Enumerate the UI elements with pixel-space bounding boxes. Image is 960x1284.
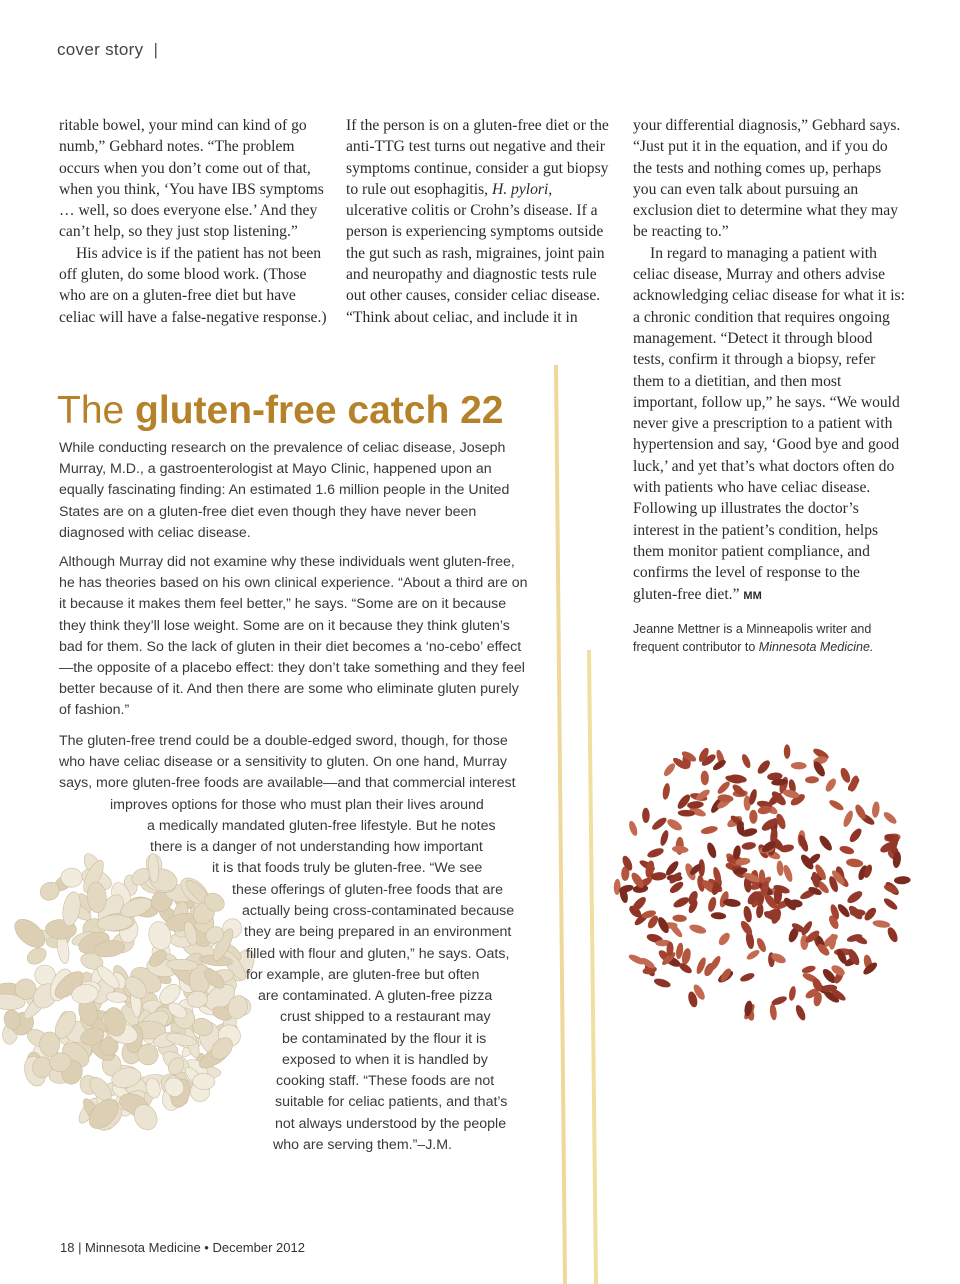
rice-grain [700, 825, 718, 836]
text-line: be contaminated by the flour it is [282, 1031, 487, 1047]
rice-grain [791, 762, 807, 770]
rice-grain [700, 770, 709, 785]
text-line: there is a danger of not understanding how important [150, 839, 483, 855]
text-line: crust shipped to a restaurant may [280, 1009, 491, 1025]
rice-grain [894, 876, 911, 885]
rice-grain [642, 808, 650, 823]
text-line: filled with flour and gluten,” he says. Oats, [246, 946, 510, 962]
red-rice-image [614, 744, 911, 1021]
text-line: says, more gluten-free foods are available—and that commercial interest [59, 775, 516, 791]
rice-grain [872, 919, 891, 928]
rice-grain [707, 896, 718, 913]
text-run: If the person is on a gluten-free diet or the anti-TTG test turns out negative and their symptoms continue, consider a gut biopsy to rule out esophagitis, [346, 117, 609, 198]
rice-grain [742, 905, 753, 923]
sidebar-paragraph-2: Although Murray did not examine why these individuals went gluten-free, he has theories based on his own clinical experience. “About a third are on it because it makes them feel better,” he says. “Some are on it because they think they’ll lose weight. Some are on it because they think gluten’s bad for them. So the lack of gluten in their diet becomes a ‘no-cebo’ effect—the opposite of a placebo effect: they don’t take something and they feel better because of it. And then there are some who eliminate gluten purely of fashion.” [59, 554, 528, 719]
rice-grain [745, 948, 761, 961]
rice-grain [845, 889, 864, 906]
page-footer: 18 | Minnesota Medicine • December 2012 [60, 1240, 305, 1255]
section-header [57, 40, 158, 60]
rice-grain [740, 753, 752, 769]
text-line: for example, are gluten-free but often [246, 967, 480, 983]
text-line: improves options for those who must plan their lives around [110, 797, 484, 813]
author-byline [633, 620, 903, 656]
rice-grain [662, 783, 671, 800]
text-run: ulcerative colitis or Crohn’s disease. If a person is experiencing symptoms outside the gut such as rash, migraines, joint pain and neuropathy and diagnostic tests rule out other causes, consider celiac disease. “Think about celiac, and include it in [346, 202, 605, 326]
text-line: a medically mandated gluten-free lifestyle. But he notes [147, 818, 496, 834]
rice-grain [871, 801, 880, 818]
rice-grain [672, 914, 687, 922]
text-line: these offerings of gluten-free foods that are [232, 882, 504, 898]
publication-name: Minnesota Medicine. [758, 640, 874, 654]
rice-grain [788, 986, 797, 1002]
rice-grain [716, 780, 732, 796]
rice-grain [842, 809, 855, 828]
text-line: who have celiac disease or a sensitivity to gluten. On one hand, Murray [59, 754, 507, 770]
rice-grain [882, 810, 899, 826]
signoff-mark: MM [743, 589, 762, 602]
italic-text: H. pylori, [491, 180, 553, 198]
text-line: who are serving them.”–J.M. [273, 1137, 452, 1153]
paragraph [633, 243, 907, 607]
rice-grain [784, 744, 791, 758]
rice-grain [882, 896, 899, 911]
rice-grain [817, 834, 834, 853]
rice-grain [662, 762, 677, 778]
rice-grain [672, 845, 689, 853]
rice-grain [801, 964, 816, 974]
rice-grain [675, 793, 692, 811]
paragraph: ritable bowel, your mind can kind of go numb,” Gebhard notes. “The problem occurs when you don’t come out of that, when you think, ‘You have IBS symptoms … well, so does everyone else.’ And they can’t help, so they just stop listening.” [59, 117, 324, 241]
rice-grain [782, 864, 794, 883]
rice-grain [805, 776, 819, 784]
text-line: it is that foods truly be gluten-free. “We see [212, 860, 483, 876]
rice-grain [828, 798, 845, 812]
rice-grain [794, 1004, 808, 1022]
text-line: they are being prepared in an environment [244, 924, 512, 940]
text-line: cooking staff. “These foods are not [276, 1073, 495, 1089]
rice-grain [659, 829, 670, 846]
rice-grain [886, 926, 900, 944]
text-line: are contaminated. A gluten-free pizza [258, 988, 493, 1004]
rice-grain [711, 912, 727, 920]
rice-grain [839, 766, 853, 784]
sidebar-title [57, 387, 504, 435]
paragraph: your differential diagnosis,” Gebhard says. “Just put it in the equation, and if you do the tests and nothing comes up, perhaps you can even talk about pursuing an exclusion diet to determine what they may be reacting to.” [633, 117, 901, 241]
rice-grain [749, 810, 757, 824]
pasta-strands-image [556, 365, 596, 1284]
title-bold: gluten-free catch 22 [135, 389, 504, 432]
rice-grain [653, 977, 672, 989]
rice-grain [769, 1003, 778, 1020]
article-column-3 [633, 115, 907, 607]
title-light: The [57, 389, 136, 432]
header-separator: | [153, 40, 159, 59]
rolled-oats-image [0, 851, 259, 1135]
paragraph: His advice is if the patient has not been off gluten, do some blood work. (Those who are on a gluten-free diet but have celiac will have a false-negative response.) [59, 244, 327, 326]
byline-text: Jeanne Mettner is a Minneapolis writer and frequent contributor to [633, 622, 872, 654]
rice-grain [627, 820, 639, 837]
rice-grain [688, 923, 707, 936]
rice-grain [646, 846, 665, 859]
rice-grain [687, 800, 704, 809]
rice-grain [848, 827, 864, 845]
rice-grain [824, 777, 838, 794]
rice-grain [650, 816, 668, 832]
rice-grain [839, 844, 855, 855]
rice-grain [705, 841, 718, 859]
rice-grain [672, 895, 691, 909]
rice-grain [665, 817, 683, 833]
text-line: actually being cross-contaminated because [242, 903, 515, 919]
rice-grain [846, 858, 864, 868]
article-column-2 [346, 115, 616, 328]
rice-grain [755, 758, 772, 775]
paragraph [346, 115, 616, 328]
text-line: not always understood by the people [275, 1116, 507, 1132]
rice-grain [739, 971, 756, 983]
text-line: exposed to when it is handled by [282, 1052, 488, 1068]
rice-grain [776, 860, 784, 876]
oat-flake [24, 945, 49, 968]
rice-grain [717, 931, 732, 947]
text-line: The gluten-free trend could be a double-edged sword, though, for those [59, 733, 508, 749]
text-line: suitable for celiac patients, and that’s [275, 1094, 508, 1110]
section-label: cover story [57, 40, 144, 59]
rice-grain [741, 841, 756, 850]
sidebar-paragraph-1: While conducting research on the prevalence of celiac disease, Joseph Murray, M.D., a gastroenterologist at Mayo Clinic, happened upon an equally fascinating finding: An estimated 1.6 million people in the United States are on a gluten-free diet even though they have never been diagnosed with celiac disease. [59, 440, 510, 541]
text-run: In regard to managing a patient with celiac disease, Murray and others advise acknowledging celiac disease for what it is: a chronic condition that requires ongoing management. “Detect it through blood tests, confirm it through a biopsy, refer them to a dietitian, and then most important, follow up,” he says. “We would never give a prescription to a patient with hypertension and say, ‘Good bye and good luck,’ and yet that’s what doctors often do with patients who have celiac disease. Following up illustrates the doctor’s interest in the patient’s condition, helps them monitor patient compliance, and confirms the level of response to the gluten-free diet.” [633, 244, 905, 603]
article-column-1 [59, 115, 331, 328]
